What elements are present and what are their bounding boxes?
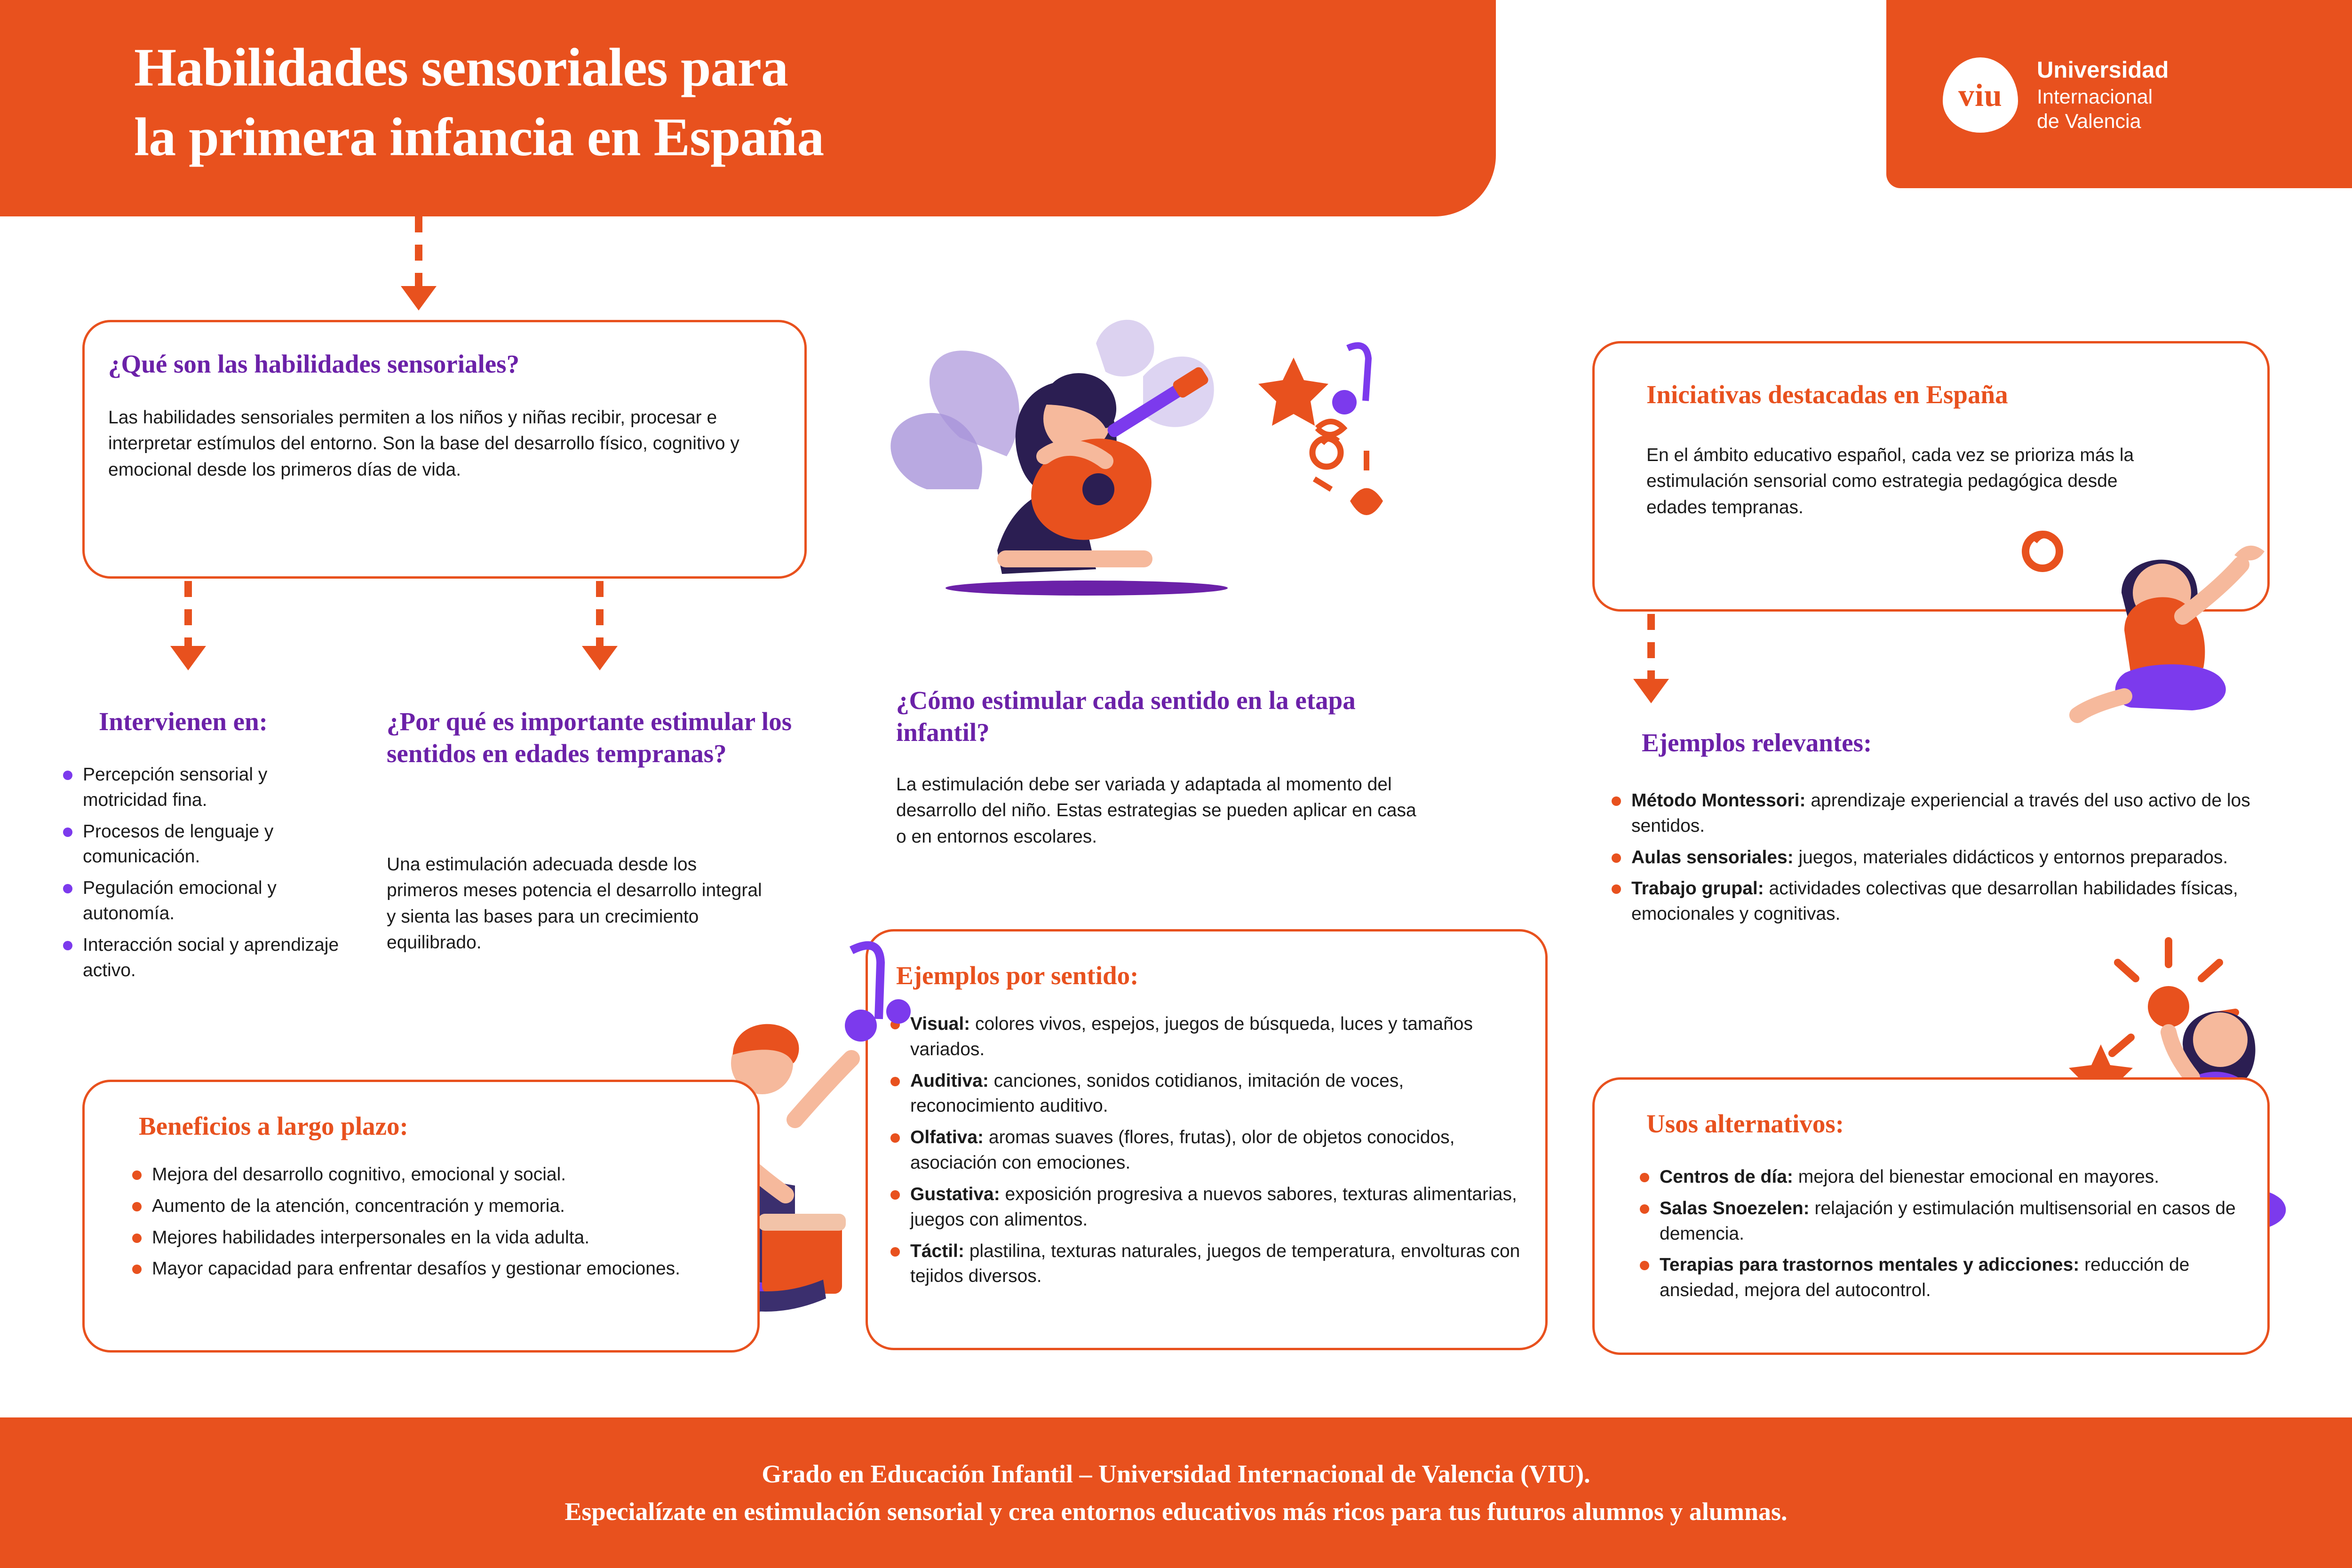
card-que-son-title: ¿Qué son las habilidades sensoriales? — [108, 350, 520, 378]
ejemplos-por-sentido-list — [888, 1011, 1527, 1295]
list-item-lead: Gustativa: — [910, 1184, 1000, 1204]
arrow-que-son-to-intervienen — [160, 581, 216, 675]
list-item — [1637, 1196, 2258, 1247]
ejemplos-relevantes-title: Ejemplos relevantes: — [1642, 728, 1872, 757]
como-estimular-title-text: ¿Cómo estimular cada sentido en la etapa infantil? — [896, 686, 1356, 747]
intervienen-title: Intervienen en: — [99, 707, 268, 736]
illustration-girl-guitar — [842, 287, 1397, 616]
arrow-iniciativas-to-ejemplos — [1623, 614, 1679, 708]
viu-logo-text — [2037, 56, 2169, 134]
usos-alternativos-list — [1637, 1164, 2258, 1309]
logo-band — [1886, 0, 2352, 188]
card-que-son — [82, 320, 807, 579]
por-que-title: ¿Por qué es importante estimular los sentidos en edades tempranas? — [387, 707, 792, 768]
card-que-son-body: Las habilidades sensoriales permiten a los niños y niñas recibir, procesar e interpretar estímulos del entorno. Son la base del desarrollo físico, cognitivo y emocional desde los primeros días de vida. — [108, 407, 739, 480]
list-item-rest: exposición progresiva a nuevos sabores, texturas alimentarias, juegos con alimentos. — [910, 1184, 1517, 1230]
list-item — [1609, 845, 2267, 870]
list-item-lead: Táctil: — [910, 1241, 964, 1261]
card-beneficios — [82, 1080, 760, 1353]
list-item: Mejores habilidades interpersonales en la vida adulta. — [129, 1225, 736, 1250]
list-item-lead: Método Montessori: — [1631, 790, 1806, 811]
list-item — [888, 1182, 1527, 1233]
list-item-lead: Centros de día: — [1660, 1167, 1793, 1187]
viu-logo-mark: viu — [1943, 57, 2018, 133]
list-item-rest: canciones, sonidos cotidianos, imitación de voces, reconocimiento auditivo. — [910, 1070, 1404, 1116]
list-item-lead: Salas Snoezelen: — [1660, 1198, 1810, 1218]
intervienen-list — [60, 762, 352, 989]
list-item: Mejora del desarrollo cognitivo, emocional y social. — [129, 1162, 736, 1187]
viu-logo — [1943, 56, 2169, 134]
list-item — [1609, 876, 2267, 927]
list-item-rest: relajación y estimulación multisensorial en casos de demencia. — [1660, 1198, 2236, 1244]
list-item: Procesos de lenguaje y comunicación. — [60, 819, 352, 870]
beneficios-list — [129, 1162, 736, 1288]
list-item-rest: actividades colectivas que desarrollan habilidades físicas, emocionales y cognitivas. — [1631, 878, 2238, 924]
list-item: Mayor capacidad para enfrentar desafíos y gestionar emociones. — [129, 1256, 736, 1281]
list-item-rest: aromas suaves (flores, frutas), olor de objetos conocidos, asociación con emociones. — [910, 1127, 1455, 1173]
page-title-line-1: Habilidades sensoriales para — [134, 38, 788, 98]
list-item-lead: Trabajo grupal: — [1631, 878, 1764, 899]
card-beneficios-title: Beneficios a largo plazo: — [139, 1112, 408, 1140]
card-iniciativas-title: Iniciativas destacadas en España — [1646, 380, 2008, 409]
list-item: Percepción sensorial y motricidad fina. — [60, 762, 352, 813]
list-item-lead: Auditiva: — [910, 1070, 989, 1091]
list-item — [888, 1011, 1527, 1062]
list-item-rest: juegos, materiales didácticos y entornos preparados. — [1793, 847, 2228, 868]
footer-band — [0, 1417, 2352, 1568]
viu-logo-line-2: Internacional — [2037, 85, 2153, 108]
list-item: Interacción social y aprendizaje activo. — [60, 932, 352, 983]
list-item: Aumento de la atención, concentración y memoria. — [129, 1194, 736, 1219]
list-item-rest: colores vivos, espejos, juegos de búsqueda, luces y tamaños variados. — [910, 1014, 1473, 1059]
arrow-header-to-que-son — [390, 216, 447, 315]
illustration-girl-waving — [2013, 475, 2305, 739]
list-item-rest: aprendizaje experiencial a través del uso activo de los sentidos. — [1631, 790, 2250, 836]
card-usos-alternativos — [1592, 1077, 2270, 1355]
como-estimular-title — [896, 685, 1367, 748]
list-item-lead: Aulas sensoriales: — [1631, 847, 1794, 868]
list-item — [888, 1125, 1527, 1176]
card-ejemplos-por-sentido — [866, 929, 1548, 1350]
footer-line-1: Grado en Educación Infantil – Universidad Internacional de Valencia (VIU). — [762, 1460, 1590, 1488]
viu-logo-line-3: de Valencia — [2037, 110, 2141, 133]
list-item: Pegulación emocional y autonomía. — [60, 876, 352, 926]
como-estimular-body: La estimulación debe ser variada y adaptada al momento del desarrollo del niño. Estas estrategias se pueden aplicar en casa o en entornos escolares. — [896, 774, 1416, 847]
page-title-line-2: la primera infancia en España — [134, 107, 824, 168]
card-usos-alternativos-title: Usos alternativos: — [1646, 1109, 1844, 1138]
list-item — [1609, 788, 2267, 839]
card-iniciativas-body: En el ámbito educativo español, cada vez se prioriza más la estimulación sensorial como estrategia pedagógica desde edades tempranas. — [1646, 445, 2134, 517]
list-item — [1637, 1164, 2258, 1190]
list-item-lead: Visual: — [910, 1014, 970, 1034]
list-item-lead: Olfativa: — [910, 1127, 984, 1148]
footer-line-2: Especialízate en estimulación sensorial y crea entornos educativos más ricos para tus futuros alumnos y alumnas. — [564, 1497, 1788, 1526]
card-ejemplos-por-sentido-title: Ejemplos por sentido: — [896, 961, 1139, 990]
por-que-body: Una estimulación adecuada desde los primeros meses potencia el desarrollo integral y sienta las bases para un crecimiento equilibrado. — [387, 854, 762, 953]
ejemplos-relevantes-list — [1609, 788, 2267, 933]
arrow-que-son-to-por-que — [572, 581, 628, 675]
list-item — [1637, 1252, 2258, 1303]
viu-logo-line-1: Universidad — [2037, 57, 2169, 83]
list-item-rest: reducción de ansiedad, mejora del autocontrol. — [1660, 1255, 2190, 1301]
list-item — [888, 1068, 1527, 1119]
list-item — [888, 1239, 1527, 1289]
page-title — [134, 33, 1310, 173]
list-item-rest: plastilina, texturas naturales, juegos de temperatura, envolturas con tejidos diversos. — [910, 1241, 1520, 1287]
list-item-lead: Terapias para trastornos mentales y adicciones: — [1660, 1255, 2080, 1275]
list-item-rest: mejora del bienestar emocional en mayores. — [1793, 1167, 2160, 1187]
